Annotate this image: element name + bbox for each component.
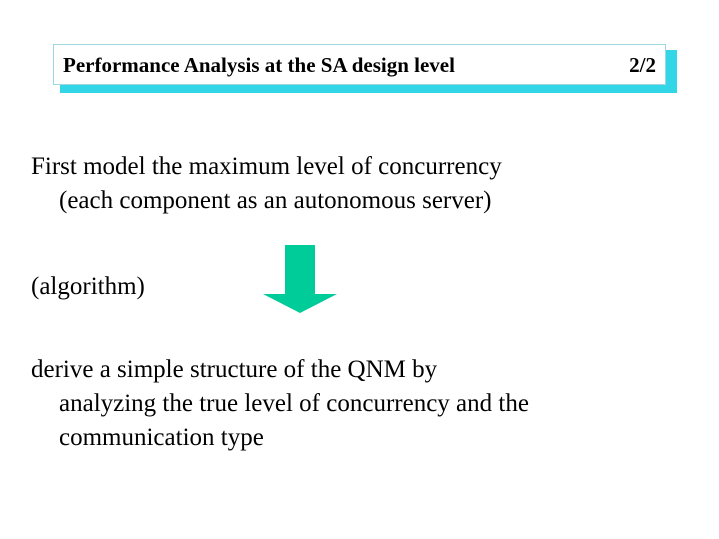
paragraph-line: analyzing the true level of concurrency and the bbox=[59, 390, 529, 417]
paragraph-derive bbox=[31, 353, 529, 455]
arrow-down-icon bbox=[263, 245, 337, 313]
paragraph-line: First model the maximum level of concurrency bbox=[31, 153, 502, 180]
slide-title: Performance Analysis at the SA design level bbox=[63, 53, 455, 77]
paragraph-line: (each component as an autonomous server) bbox=[59, 187, 492, 214]
page-indicator: 2/2 bbox=[629, 53, 656, 77]
paragraph-line: derive a simple structure of the QNM by bbox=[31, 356, 438, 383]
paragraph-algorithm bbox=[31, 270, 145, 304]
paragraph-first-model bbox=[31, 150, 502, 218]
paragraph-line: (algorithm) bbox=[31, 273, 145, 300]
paragraph-line: communication type bbox=[59, 424, 264, 451]
slide-title-box bbox=[53, 44, 666, 85]
